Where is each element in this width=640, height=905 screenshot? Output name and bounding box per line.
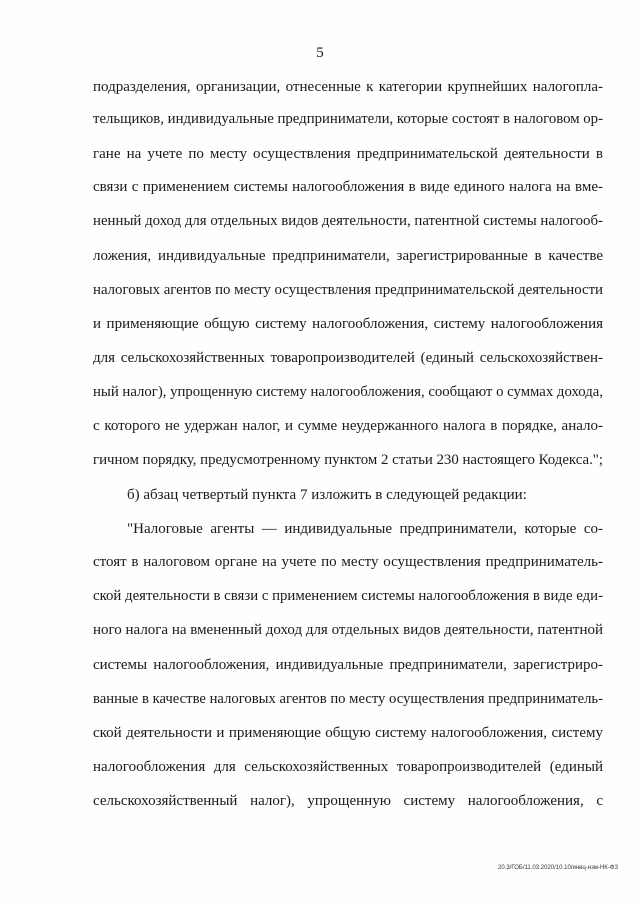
text-line: и применяющие общую систему налогообложения, систему налогообложения xyxy=(93,316,603,332)
text-line: сельскохозяйственный налог), упрощенную систему налогообложения, с xyxy=(93,793,603,809)
text-line: б) абзац четвертый пункта 7 изложить в следующей редакции: xyxy=(127,487,527,503)
text-line: ненный доход для отдельных видов деятельности, патентной системы налогооб- xyxy=(93,213,603,229)
text-line: "Налоговые агенты — индивидуальные предприниматели, которые со- xyxy=(127,521,603,537)
text-line: гичном порядку, предусмотренному пунктом 2 статьи 230 настоящего Кодекса."; xyxy=(93,452,603,468)
text-line: ложения, индивидуальные предприниматели, зарегистрированные в качестве xyxy=(93,248,603,264)
text-line: стоят в налоговом органе на учете по месту осуществления предприниматель- xyxy=(93,554,603,570)
text-line: налоговых агентов по месту осуществления предпринимательской деятельности xyxy=(93,282,603,298)
text-line: системы налогообложения, индивидуальные предприниматели, зарегистриро- xyxy=(93,657,603,673)
text-line: тельщиков, индивидуальные предприниматели, которые состоят в налоговом ор- xyxy=(93,111,603,127)
page-number: 5 xyxy=(316,45,324,61)
text-line: ской деятельности и применяющие общую систему налогообложения, систему xyxy=(93,725,603,741)
text-line: ской деятельности в связи с применением системы налогообложения в виде еди- xyxy=(93,588,603,604)
document-code: 20.3/ГОБ/11.03.2020/10.10/инвц-изм-НК-ФЗ xyxy=(498,865,618,871)
text-line: с которого не удержан налог, и сумме неудержанного налога в порядке, анало- xyxy=(93,418,603,434)
text-line: ванные в качестве налоговых агентов по месту осуществления предприниматель- xyxy=(93,691,603,707)
text-line: для сельскохозяйственных товаропроизводителей (единый сельскохозяйствен- xyxy=(93,350,603,366)
text-line: гане на учете по месту осуществления предпринимательской деятельности в xyxy=(93,146,603,162)
text-line: подразделения, организации, отнесенные к категории крупнейших налогопла- xyxy=(93,79,603,95)
text-line: ный налог), упрощенную систему налогообложения, сообщают о суммах дохода, xyxy=(93,384,603,400)
text-line: налогообложения для сельскохозяйственных товаропроизводителей (единый xyxy=(93,759,603,775)
text-line: связи с применением системы налогообложения в виде единого налога на вме- xyxy=(93,179,603,195)
text-line: ного налога на вмененный доход для отдельных видов деятельности, патентной xyxy=(93,622,603,638)
